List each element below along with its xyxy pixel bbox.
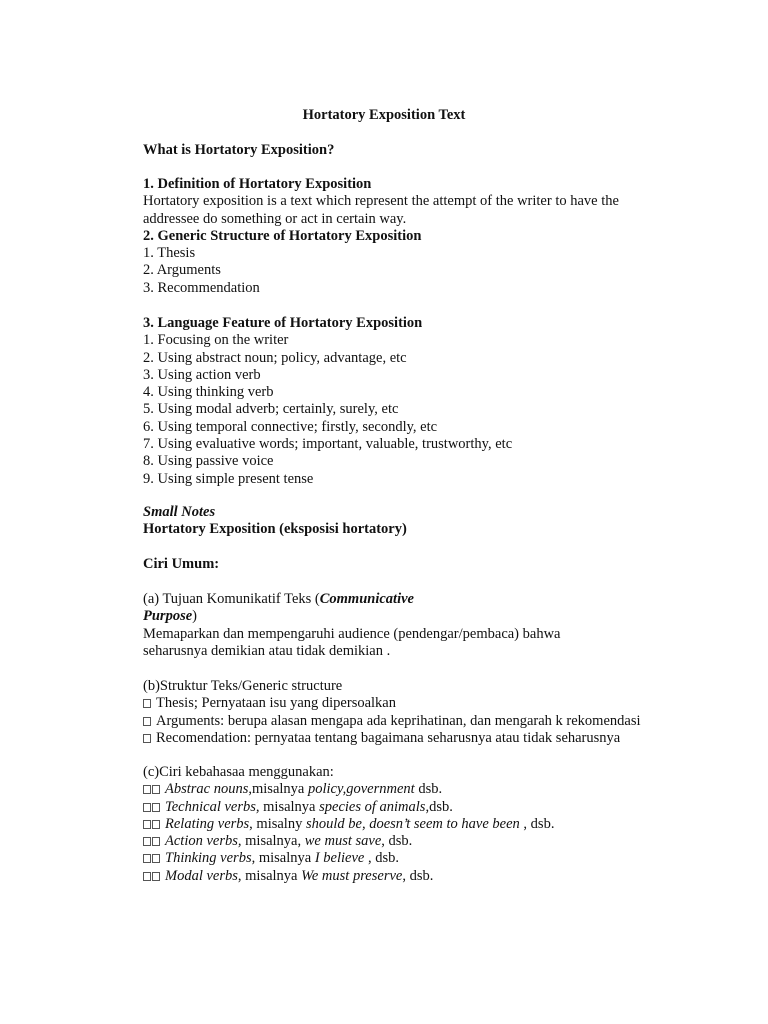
language-item: 3. Using action verb <box>143 366 261 383</box>
ciri-bahasa-heading: (c)Ciri kebahasaa menggunakan: <box>143 764 334 780</box>
question-heading <box>143 142 683 159</box>
ciri-bahasa-item: Relating verbs, misalny should be, doesn’t seem to have been , dsb. <box>143 816 683 833</box>
language-item: 9. Using simple present tense <box>143 470 314 487</box>
checkbox-bullet-icon <box>152 854 160 863</box>
question-text: What is Hortatory Exposition? <box>143 142 335 158</box>
language-feature-section <box>143 315 683 488</box>
purpose-line: seharusnya demikian atau tidak demikian . <box>143 642 391 659</box>
ciri-bahasa-section <box>143 764 683 885</box>
checkbox-bullet-icon <box>143 820 151 829</box>
definition-line: addressee do something or act in certain way. <box>143 210 407 227</box>
language-item: 1. Focusing on the writer <box>143 332 289 349</box>
ciri-bahasa-item: Technical verbs, misalnya species of animals,dsb. <box>143 799 683 816</box>
definition-line: Hortatory exposition is a text which represent the attempt of the writer to have the <box>143 193 619 210</box>
checkbox-bullet-icon <box>143 699 151 708</box>
teks-structure-item: Thesis; Pernyataan isu yang dipersoalkan <box>143 695 683 712</box>
teks-structure-heading: (b)Struktur Teks/Generic structure <box>143 678 343 694</box>
checkbox-bullet-icon <box>143 717 151 726</box>
checkbox-bullet-icon <box>143 837 151 846</box>
language-item: 2. Using abstract noun; policy, advantage, etc <box>143 349 407 366</box>
ciri-bahasa-item: Action verbs, misalnya, we must save, dsb. <box>143 833 683 850</box>
ciri-umum-heading <box>143 556 683 573</box>
ciri-bahasa-item: Abstrac nouns,misalnya policy,government dsb. <box>143 781 683 798</box>
checkbox-bullet-icon <box>152 820 160 829</box>
checkbox-bullet-icon <box>152 837 160 846</box>
checkbox-bullet-icon <box>152 872 160 881</box>
teks-structure-section <box>143 678 683 747</box>
definition-heading: 1. Definition of Hortatory Exposition <box>143 176 372 192</box>
document-title: Hortatory Exposition Text <box>302 107 466 123</box>
small-notes-label: Small Notes <box>143 504 216 520</box>
checkbox-bullet-icon <box>152 803 160 812</box>
ciri-bahasa-item: Thinking verbs, misalnya I believe , dsb. <box>143 850 683 867</box>
language-item: 6. Using temporal connective; firstly, secondly, etc <box>143 418 438 435</box>
ciri-bahasa-item: Modal verbs, misalnya We must preserve, dsb. <box>143 868 683 885</box>
checkbox-bullet-icon <box>143 854 151 863</box>
purpose-suffix: ) <box>192 608 197 625</box>
structure-item: 1. Thesis <box>143 245 196 262</box>
purpose-prefix: (a) Tujuan Komunikatif Teks ( <box>143 591 320 607</box>
checkbox-bullet-icon <box>143 734 151 743</box>
purpose-section <box>143 591 683 660</box>
purpose-term: Purpose <box>143 608 193 625</box>
definition-section <box>143 176 683 297</box>
language-item: 7. Using evaluative words; important, valuable, trustworthy, etc <box>143 436 513 453</box>
notes-section <box>143 504 683 539</box>
checkbox-bullet-icon <box>143 803 151 812</box>
language-item: 4. Using thinking verb <box>143 384 274 401</box>
checkbox-bullet-icon <box>143 785 151 794</box>
checkbox-bullet-icon <box>143 872 151 881</box>
structure-item: 2. Arguments <box>143 262 221 279</box>
notes-heading: Hortatory Exposition (eksposisi hortatory) <box>143 521 407 538</box>
checkbox-bullet-icon <box>152 785 160 794</box>
language-item: 8. Using passive voice <box>143 453 274 470</box>
language-heading: 3. Language Feature of Hortatory Exposition <box>143 315 423 331</box>
teks-structure-item: Arguments: berupa alasan mengapa ada keprihatinan, dan mengarah k rekomendasi <box>143 713 683 730</box>
ciri-umum-label: Ciri Umum: <box>143 556 220 572</box>
structure-item: 3. Recommendation <box>143 279 260 296</box>
teks-structure-item: Recomendation: pernyataa tentang bagaimana seharusnya atau tidak seharusnya <box>143 730 683 747</box>
structure-heading: 2. Generic Structure of Hortatory Exposition <box>143 227 422 244</box>
language-item: 5. Using modal adverb; certainly, surely, etc <box>143 401 399 418</box>
purpose-line: Memaparkan dan mempengaruhi audience (pendengar/pembaca) bahwa <box>143 625 561 642</box>
purpose-term: Communicative <box>319 591 414 607</box>
